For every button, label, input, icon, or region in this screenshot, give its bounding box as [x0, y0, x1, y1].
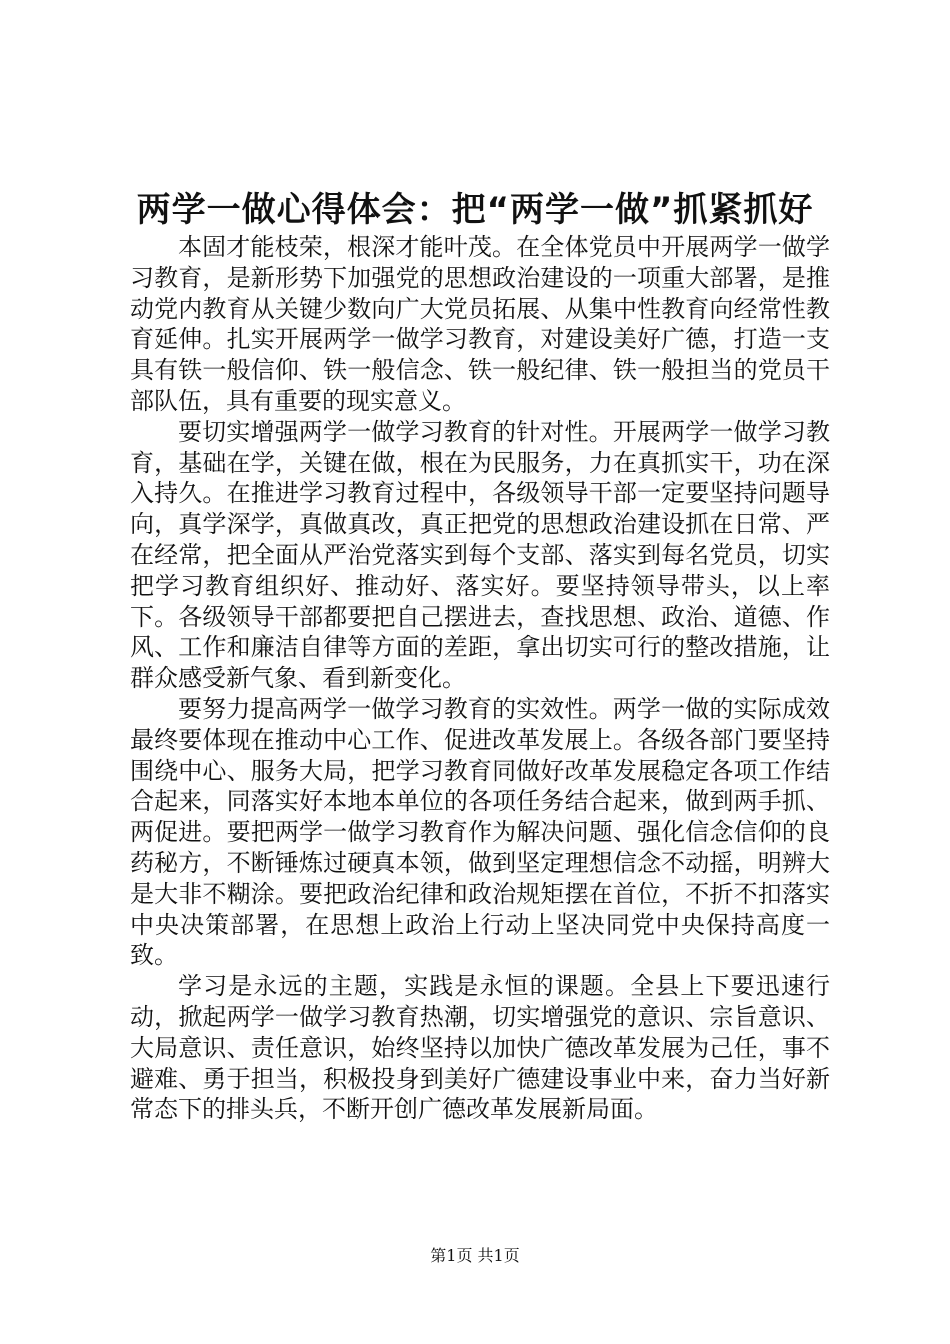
paragraph-3: 要努力提高两学一做学习教育的实效性。两学一做的实际成效最终要体现在推动中心工作、促进改革发展上。各级各部门要坚持围绕中心、服务大局，把学习教育同做好改革发展稳定各项工作结合起来，同落实好本地本单位的各项任务结合起来，做到两手抓、两促进。要把两学一做学习教育作为解决问题、强化信念信仰的良药秘方，不断锤炼过硬真本领，做到坚定理想信念不动摇，明辨大是大非不糊涂。要把政治纪律和政治规矩摆在首位，不折不扣落实中央决策部署，在思想上政治上行动上坚决同党中央保持高度一致。 [130, 694, 830, 970]
page-number-footer: 第1页 共1页 [430, 1246, 520, 1265]
paragraph-2: 要切实增强两学一做学习教育的针对性。开展两学一做学习教育，基础在学，关键在做，根在为民服务，力在真抓实干，功在深入持久。在推进学习教育过程中，各级领导干部一定要坚持问题导向，真学深学，真做真改，真正把党的思想政治建设抓在日常、严在经常，把全面从严治党落实到每个支部、落实到每名党员，切实把学习教育组织好、推动好、落实好。要坚持领导带头，以上率下。各级领导干部都要把自己摆进去，查找思想、政治、道德、作风、工作和廉洁自律等方面的差距，拿出切实可行的整改措施，让群众感受新气象、看到新变化。 [130, 417, 830, 693]
document-title: 两学一做心得体会：把“两学一做”抓紧抓好 [136, 190, 814, 230]
document-body [130, 232, 830, 1125]
paragraph-4: 学习是永远的主题，实践是永恒的课题。全县上下要迅速行动，掀起两学一做学习教育热潮，切实增强党的意识、宗旨意识、大局意识、责任意识，始终坚持以加快广德改革发展为己任，事不避难、勇于担当，积极投身到美好广德建设事业中来，奋力当好新常态下的排头兵，不断开创广德改革发展新局面。 [130, 972, 830, 1124]
paragraph-1: 本固才能枝荣，根深才能叶茂。在全体党员中开展两学一做学习教育，是新形势下加强党的思想政治建设的一项重大部署，是推动党内教育从关键少数向广大党员拓展、从集中性教育向经常性教育延伸。扎实开展两学一做学习教育，对建设美好广德，打造一支具有铁一般信仰、铁一般信念、铁一般纪律、铁一般担当的党员干部队伍，具有重要的现实意义。 [130, 233, 830, 415]
